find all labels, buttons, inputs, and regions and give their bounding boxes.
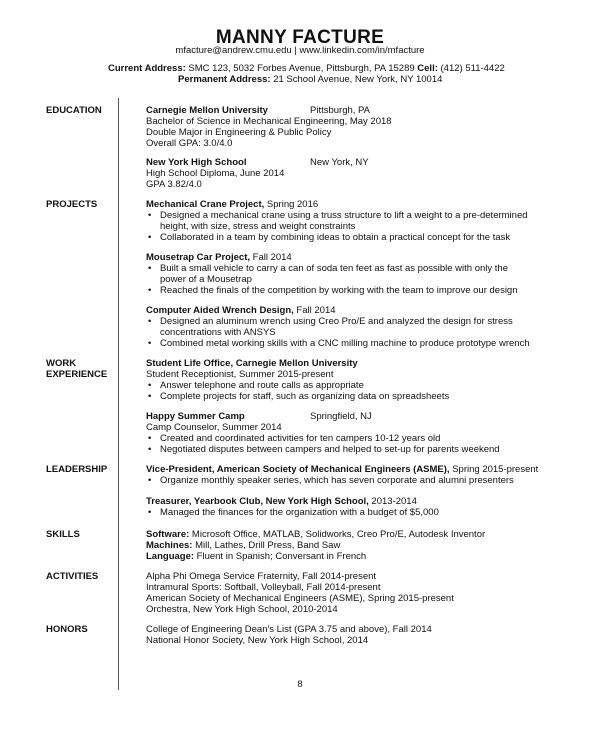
current-address [108, 63, 505, 74]
bullet-item: • Created and coordinated activities for ten campers 10-12 years old [146, 433, 566, 444]
bullet-item: • Combined metal working skills with a CNC milling machine to produce prototype wrench [146, 338, 566, 349]
position-date: 2013-2014 [368, 496, 417, 507]
employer: Student Life Office, Carnegie Mellon University [146, 358, 358, 369]
cell-value: (412) 511-4422 [440, 63, 505, 74]
section-projects: PROJECTS [46, 199, 98, 210]
honors-list [146, 624, 566, 646]
section-work-experience: WORK EXPERIENCE [46, 358, 108, 380]
degree-line: Bachelor of Science in Mechanical Engineering, May 2018 [146, 116, 392, 127]
bullet-item: • Managed the finances for the organization with a budget of $5,000 [146, 507, 566, 518]
project-date: Fall 2014 [293, 305, 336, 316]
page-number: 8 [297, 679, 303, 690]
role-line: Camp Counselor, Summer 2014 [146, 422, 282, 433]
project-date: Fall 2014 [250, 252, 292, 263]
permanent-address-value: 21 School Avenue, New York, NY 10014 [273, 74, 443, 85]
current-address-value: SMC 123, 5032 Forbes Avenue, Pittsburgh, PA 15289 [188, 63, 415, 74]
activity-item: Intramural Sports: Softball, Volleyball, Fall 2014-present [146, 582, 381, 593]
activities-list [146, 571, 566, 615]
employer-location: Springfield, NJ [310, 411, 372, 422]
project-mousetrap [146, 252, 566, 296]
major-line: Double Major in Engineering & Public Policy [146, 127, 332, 138]
leadership-yearbook [146, 496, 566, 518]
bullet-item: • Designed an aluminum wrench using Creo Pro/E and analyzed the design for stress concentrations with ANSYS [146, 316, 566, 338]
work-summer-camp [146, 411, 566, 455]
bullet-item: • Reached the finals of the competition by working with the team to improve our design [146, 285, 566, 296]
school-name: Carnegie Mellon University [146, 105, 268, 116]
project-wrench [146, 305, 566, 349]
bullet-item: • Answer telephone and route calls as appropriate [146, 380, 566, 391]
activity-item: American Society of Mechanical Engineers (ASME), Spring 2015-present [146, 593, 454, 604]
permanent-address-label: Permanent Address: [178, 74, 271, 85]
leadership-asme [146, 464, 566, 486]
project-title: Mousetrap Car Project, [146, 252, 250, 263]
honor-item: College of Engineering Dean's List (GPA 3.75 and above), Fall 2014 [146, 624, 432, 635]
section-skills: SKILLS [46, 529, 80, 540]
school-name: New York High School [146, 157, 247, 168]
contact-line: mfacture@andrew.cmu.edu | www.linkedin.com/in/mfacture [175, 45, 425, 56]
bullet-item: • Built a small vehicle to carry a can of soda ten feet as fast as possible with only the power of a Mousetrap [146, 263, 566, 285]
work-student-life [146, 358, 566, 402]
gpa-line: GPA 3.82/4.0 [146, 179, 202, 190]
honor-item: National Honor Society, New York High School, 2014 [146, 635, 369, 646]
bullet-item: • Designed a mechanical crane using a truss structure to lift a weight to a pre-determined height, with size, stress and weight constraints [146, 210, 566, 232]
activity-item: Orchestra, New York High School, 2010-2014 [146, 604, 338, 615]
bullet-item: • Negotiated disputes between campers and helped to set-up for parents weekend [146, 444, 566, 455]
resume-name: MANNY FACTURE [215, 27, 385, 48]
project-title: Mechanical Crane Project, [146, 199, 265, 210]
bullet-item: • Organize monthly speaker series, which has seven corporate and alumni presenters [146, 475, 566, 486]
gpa-line: Overall GPA: 3.0/4.0 [146, 138, 233, 149]
employer: Happy Summer Camp [146, 411, 245, 422]
section-activities: ACTIVITIES [46, 571, 99, 582]
permanent-address [178, 74, 442, 85]
section-leadership: LEADERSHIP [46, 464, 108, 475]
role-line: Student Receptionist, Summer 2015-present [146, 369, 334, 380]
education-cmu [146, 105, 566, 149]
cell-label: Cell: [417, 63, 438, 74]
position-title: Vice-President, American Society of Mechanical Engineers (ASME), [146, 464, 450, 475]
current-address-label: Current Address: [108, 63, 186, 74]
project-title: Computer Aided Wrench Design, [146, 305, 294, 316]
activity-item: Alpha Phi Omega Service Fraternity, Fall 2014-present [146, 571, 377, 582]
school-location: Pittsburgh, PA [310, 105, 371, 116]
section-education: EDUCATION [46, 105, 102, 116]
position-date: Spring 2015-present [449, 464, 539, 475]
education-nyhs [146, 157, 566, 190]
degree-line: High School Diploma, June 2014 [146, 168, 285, 179]
project-date: Spring 2016 [264, 199, 319, 210]
bullet-item: • Collaborated in a team by combining ideas to obtain a practical concept for the task [146, 232, 566, 243]
section-honors: HONORS [46, 624, 88, 635]
position-title: Treasurer, Yearbook Club, New York High School, [146, 496, 369, 507]
project-crane [146, 199, 566, 243]
skills-list: Software: Microsoft Office, MATLAB, Solidworks, Creo Pro/E, Autodesk Inventor Machines: Mill, Lathes, Drill Press, Band Saw Language: Fluent in Spanish; Conversant in French [146, 529, 486, 562]
section-divider-line [118, 98, 119, 690]
school-location: New York, NY [310, 157, 369, 168]
bullet-item: • Complete projects for staff, such as organizing data on spreadsheets [146, 391, 566, 402]
